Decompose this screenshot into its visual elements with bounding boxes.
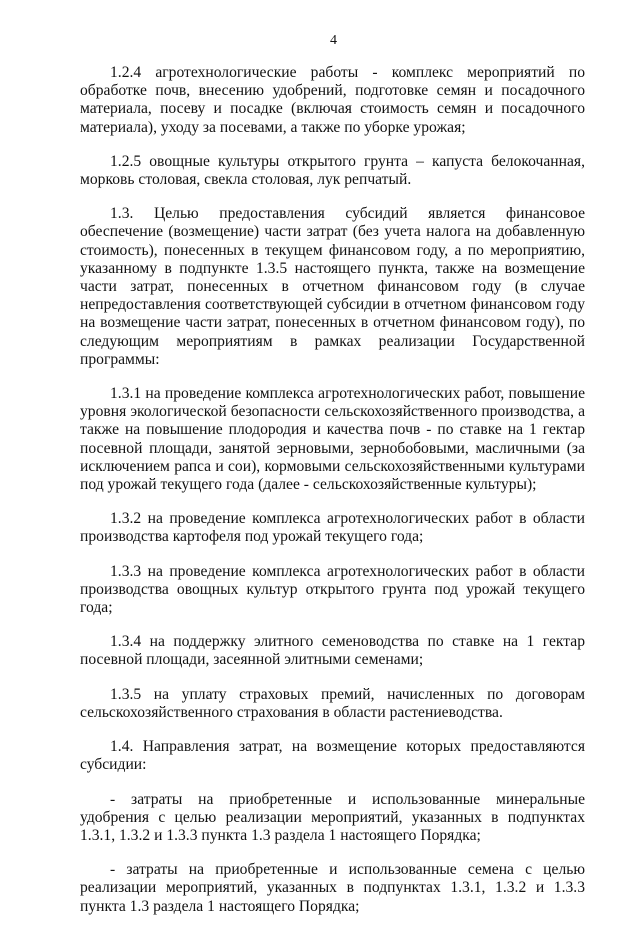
paragraph-1-4: 1.4. Направления затрат, на возмещение которых предоставляются субсидии: [80, 738, 585, 774]
list-item-fertilizers: - затраты на приобретенные и использованные минеральные удобрения с целью реализации мероприятий, указанных в подпунктах 1.3.1, 1.3.2 и 1.3.3 пункта 1.3 раздела 1 настоящего Порядка; [80, 790, 585, 844]
document-body [80, 64, 585, 932]
paragraph-1-2-5: 1.2.5 овощные культуры открытого грунта – капуста белокочанная, морковь столовая, свекла столовая, лук репчатый. [80, 152, 585, 189]
paragraph-1-3: 1.3. Целью предоставления субсидий является финансовое обеспечение (возмещение) части затрат (без учета налога на добавленную стоимость), понесенных в текущем финансовом году, а по мероприятию, указанному в подпункте 1.3.5 настоящего пункта, также на возмещение части затрат, понесенных в отчетном финансовом году (в случае непредоставления соответствующей субсидии в отчетном финансовом году на возмещение части затрат, понесенных в отчетном финансовом году), по следующим мероприятиям в рамках реализации Государственной программы: [80, 205, 585, 368]
paragraph-1-3-4: 1.3.4 на поддержку элитного семеноводства по ставке на 1 гектар посевной площади, засеянной элитными семенами; [80, 633, 585, 669]
paragraph-1-3-3: 1.3.3 на проведение комплекса агротехнологических работ в области производства овощных культур открытого грунта под урожай текущего года; [80, 562, 585, 617]
list-item-seeds: - затраты на приобретенные и использованные семена с целью реализации мероприятий, указанных в подпунктах 1.3.1, 1.3.2 и 1.3.3 пункта 1.3 раздела 1 настоящего Порядка; [80, 861, 585, 915]
paragraph-1-3-2: 1.3.2 на проведение комплекса агротехнологических работ в области производства картофеля под урожай текущего года; [80, 510, 585, 546]
paragraph-1-3-1: 1.3.1 на проведение комплекса агротехнологических работ, повышение уровня экологической безопасности сельскохозяйственного производства, а также на повышение плодородия и качества почв - по ставке на 1 гектар посевной площади, занятой зерновыми, зернобобовыми, масличными (за исключением рапса и сои), кормовыми сельскохозяйственными культурами под урожай текущего года (далее - сельскохозяйственные культуры); [80, 385, 585, 494]
paragraph-1-2-4: 1.2.4 агротехнологические работы - комплекс мероприятий по обработке почв, внесению удобрений, подготовке семян и посадочного материала, посеву и посадке (включая стоимость семян и посадочного материала), уходу за посевами, а также по уборке урожая; [80, 64, 585, 136]
paragraph-1-3-5: 1.3.5 на уплату страховых премий, начисленных по договорам сельскохозяйственного страхования в области растениеводства. [80, 685, 585, 721]
page-number: 4 [330, 33, 337, 48]
